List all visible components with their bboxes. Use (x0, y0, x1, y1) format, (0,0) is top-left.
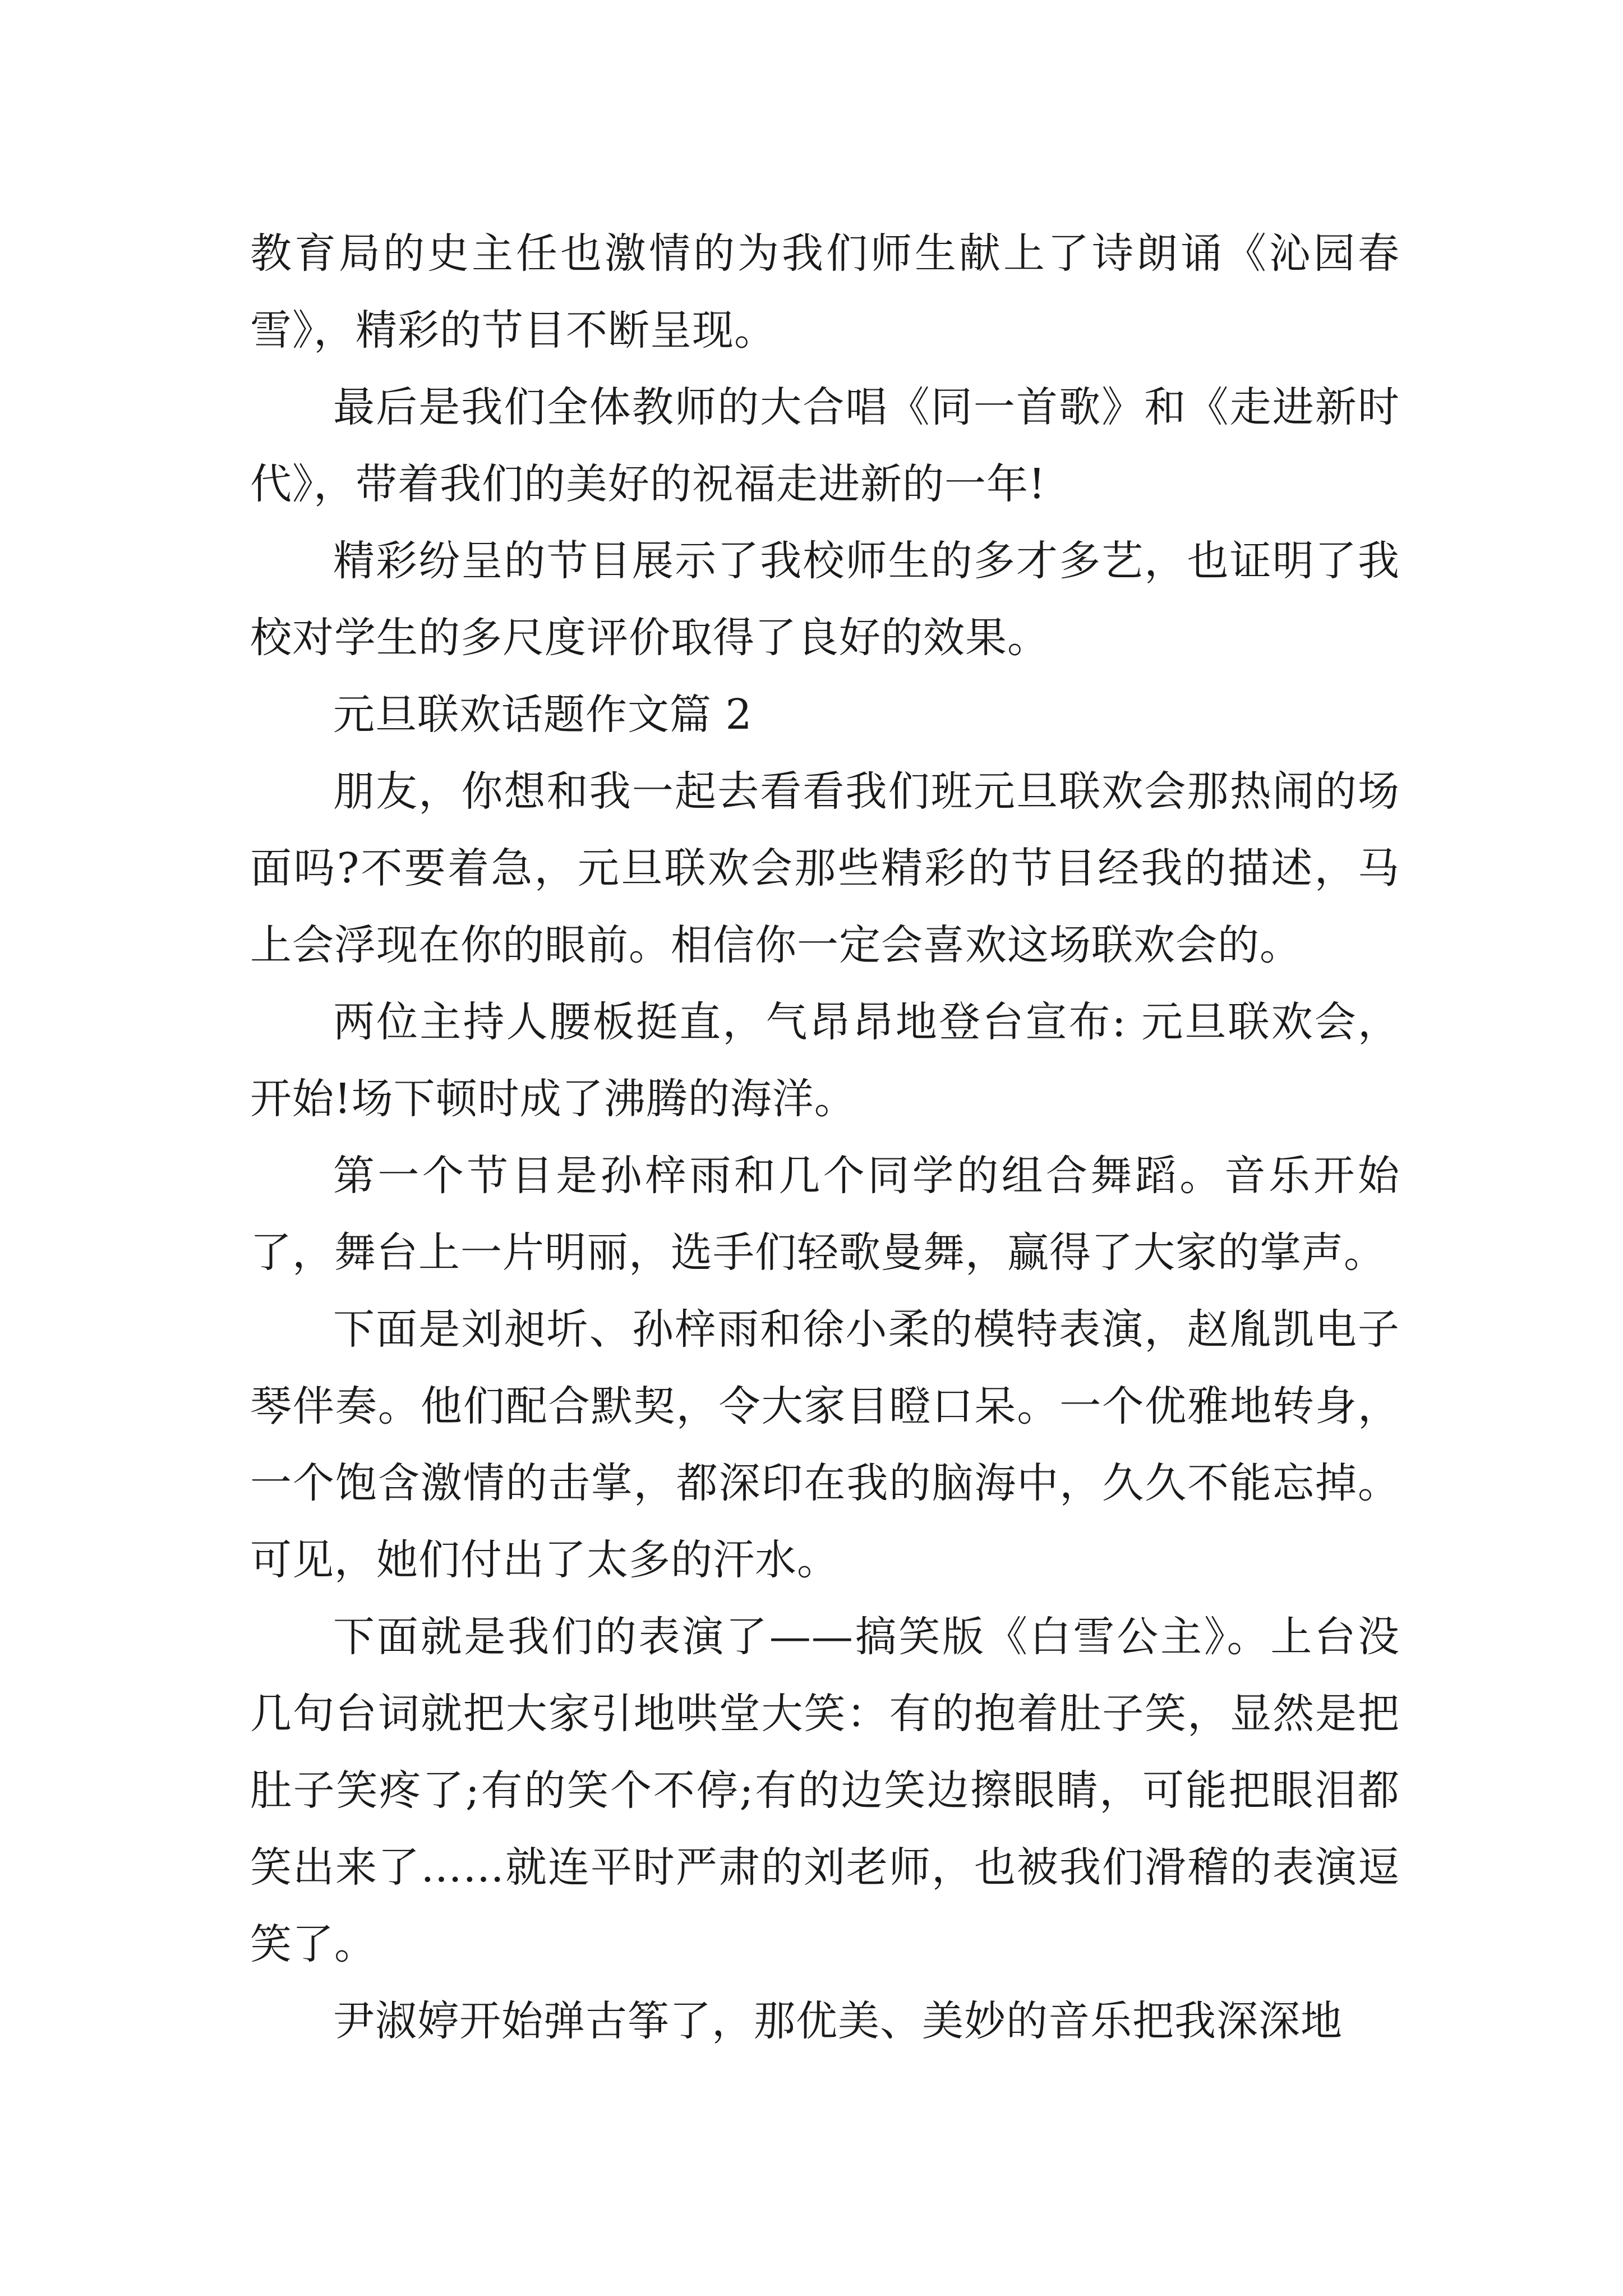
paragraph: 朋友，你想和我一起去看看我们班元旦联欢会那热闹的场面吗?不要着急，元旦联欢会那些精彩的节目经我的描述，马上会浮现在你的眼前。相信你一定会喜欢这场联欢会的。 (250, 767, 1400, 969)
paragraph: 尹淑婷开始弹古筝了，那优美、美妙的音乐把我深深地 (333, 1997, 1343, 2045)
section-heading: 元旦联欢话题作文篇 2 (333, 691, 753, 739)
paragraph: 第一个节目是孙梓雨和几个同学的组合舞蹈。音乐开始了，舞台上一片明丽，选手们轻歌曼舞，赢得了大家的掌声。 (250, 1152, 1400, 1277)
paragraph: 精彩纷呈的节目展示了我校师生的多才多艺，也证明了我校对学生的多尺度评价取得了良好的效果。 (250, 537, 1400, 662)
document-body (250, 215, 1400, 2060)
paragraph-continuation: 教育局的史主任也激情的为我们师生献上了诗朗诵《沁园春雪》，精彩的节目不断呈现。 (250, 229, 1400, 355)
paragraph: 两位主持人腰板挺直，气昂昂地登台宣布: 元旦联欢会，开始!场下顿时成了沸腾的海洋。 (250, 998, 1400, 1123)
paragraph: 下面就是我们的表演了——搞笑版《白雪公主》。上台没几句台词就把大家引地哄堂大笑：有的抱着肚子笑，显然是把肚子笑疼了;有的笑个不停;有的边笑边擦眼睛，可能把眼泪都笑出来了……就连平时严肃的刘老师，也被我们滑稽的表演逗笑了。 (250, 1613, 1400, 1968)
paragraph: 最后是我们全体教师的大合唱《同一首歌》和《走进新时代》，带着我们的美好的祝福走进新的一年! (250, 383, 1400, 508)
paragraph: 下面是刘昶圻、孙梓雨和徐小柔的模特表演，赵胤凯电子琴伴奏。他们配合默契，令大家目瞪口呆。一个优雅地转身，一个饱含激情的击掌，都深印在我的脑海中，久久不能忘掉。可见，她们付出了太多的汗水。 (250, 1305, 1400, 1584)
